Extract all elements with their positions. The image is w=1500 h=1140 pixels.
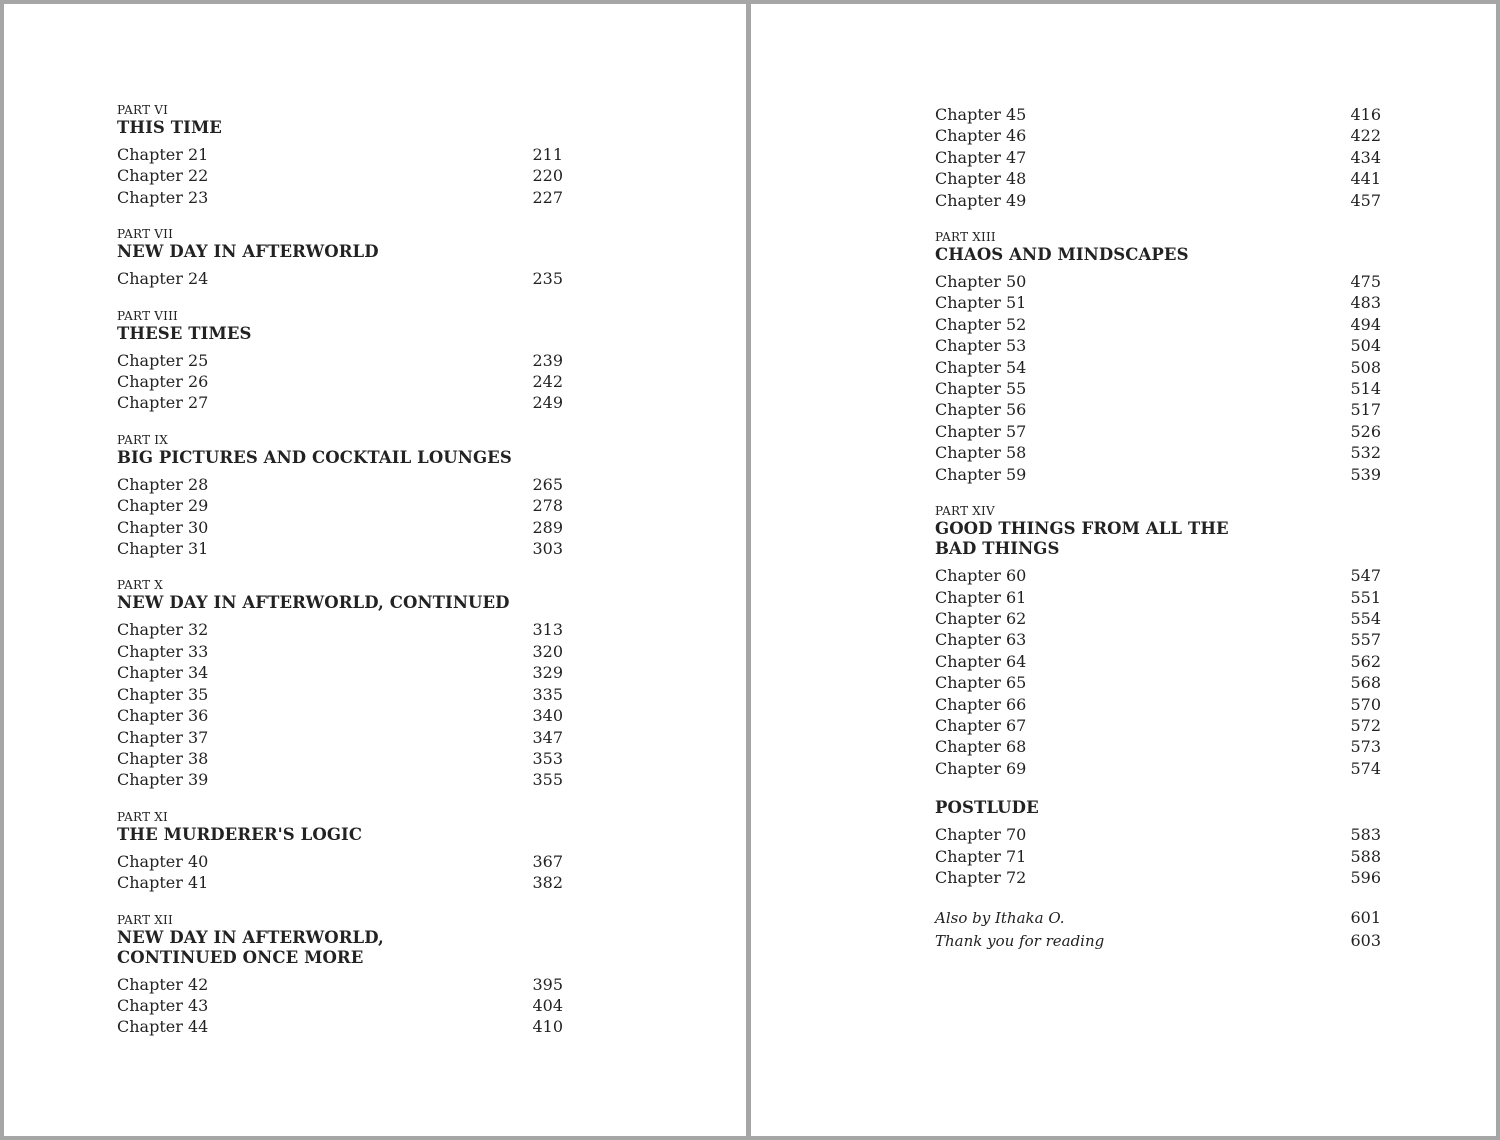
page-number: 320 [532,641,563,661]
chapter-title[interactable]: Chapter 22 [117,166,209,186]
page-number: 353 [532,748,563,768]
toc-part [117,433,563,560]
chapter-title[interactable]: Chapter 69 [935,758,1027,778]
chapter-title[interactable]: Chapter 47 [935,147,1027,167]
page-number: 335 [532,684,563,704]
chapter-title[interactable]: Chapter 42 [117,974,209,994]
part-title: GOOD THINGS FROM ALL THE BAD THINGS [935,519,1229,559]
chapter-title[interactable]: Chapter 28 [117,474,209,494]
chapter-title[interactable]: Chapter 59 [935,464,1027,484]
toc-entry[interactable] [117,350,563,371]
chapter-title[interactable]: Chapter 49 [935,190,1027,210]
chapter-title[interactable]: Chapter 37 [117,727,209,747]
toc-entry[interactable] [117,727,563,748]
chapter-title[interactable]: Chapter 36 [117,706,209,726]
page-number: 235 [532,269,563,289]
toc-entry[interactable] [935,314,1381,335]
chapter-title[interactable]: Chapter 33 [117,641,209,661]
page-number: 557 [1350,630,1381,650]
toc-entry[interactable] [935,190,1381,211]
chapter-title[interactable]: Chapter 56 [935,400,1027,420]
page-number: 441 [1350,169,1381,189]
chapter-title[interactable]: Chapter 53 [935,336,1027,356]
page-number: 220 [532,166,563,186]
toc-entry[interactable] [117,748,563,769]
toc-entry[interactable] [117,392,563,413]
page-number: 504 [1350,336,1381,356]
toc-entry[interactable] [935,378,1381,399]
toc-entry[interactable] [935,672,1381,693]
chapter-title[interactable]: Chapter 27 [117,393,209,413]
toc-entry[interactable] [935,824,1381,845]
toc-entry[interactable] [117,187,563,208]
toc-entry[interactable] [935,907,1381,929]
back-matter [935,907,1381,952]
toc-part [117,578,563,790]
toc-entry[interactable] [117,1016,563,1037]
toc-entry[interactable] [935,464,1381,485]
page-number: 395 [532,974,563,994]
toc-part [117,309,563,414]
toc-entry[interactable] [117,995,563,1016]
page-number: 573 [1350,737,1381,757]
toc-entry[interactable] [935,168,1381,189]
chapter-title[interactable]: Chapter 62 [935,608,1027,628]
part-label: PART VII [117,227,174,242]
page-number: 434 [1350,147,1381,167]
chapter-title[interactable]: Chapter 32 [117,620,209,640]
page-number: 265 [532,474,563,494]
chapter-title[interactable]: Chapter 45 [935,105,1027,124]
chapter-title[interactable]: Chapter 60 [935,566,1027,586]
toc-part [117,810,563,894]
toc-entry[interactable] [935,587,1381,608]
part-title: NEW DAY IN AFTERWORLD [117,242,379,262]
page-number: 517 [1350,400,1381,420]
toc-entry[interactable] [117,851,563,872]
page-number: 227 [532,187,563,207]
part-title: NEW DAY IN AFTERWORLD, CONTINUED ONCE MORE [117,927,384,967]
chapter-title[interactable]: Chapter 44 [117,1017,209,1037]
page-number: 347 [532,727,563,747]
toc-entry[interactable] [935,104,1381,125]
page-number: 457 [1350,190,1381,210]
part-label: PART XII [117,912,173,927]
part-title: NEW DAY IN AFTERWORLD, CONTINUED [117,593,510,613]
chapter-title[interactable]: Chapter 41 [117,873,209,893]
chapter-title[interactable]: Chapter 66 [935,694,1027,714]
toc-entry[interactable] [935,442,1381,463]
toc-entry[interactable] [935,125,1381,146]
page-number: 483 [1350,293,1381,313]
toc-entry[interactable] [117,641,563,662]
page-number: 601 [1350,908,1381,928]
toc-entry[interactable] [117,495,563,516]
part-title: THE MURDERER'S LOGIC [117,824,363,844]
toc-part [935,504,1381,779]
table-of-contents-left [117,103,563,1038]
page-number: 367 [532,851,563,871]
toc-entry[interactable] [117,705,563,726]
toc-entry[interactable] [935,335,1381,356]
toc-entry[interactable] [935,930,1381,952]
chapter-title[interactable]: Chapter 40 [117,851,209,871]
toc-entry[interactable] [117,662,563,683]
table-of-contents-right [935,104,1381,952]
toc-entry[interactable] [117,872,563,893]
toc-entry[interactable] [935,421,1381,442]
part-label: PART VI [117,103,169,117]
page-number: 603 [1350,930,1381,950]
part-title: BIG PICTURES AND COCKTAIL LOUNGES [117,447,512,467]
chapter-title[interactable]: Chapter 65 [935,673,1027,693]
page-number: 340 [532,706,563,726]
toc-entry[interactable] [117,974,563,995]
part-label: PART XIII [935,230,996,245]
part-label: PART VIII [117,308,178,323]
page-number: 583 [1350,825,1381,845]
toc-part [117,913,563,1038]
chapter-title[interactable]: Chapter 46 [935,126,1027,146]
page-number: 329 [532,663,563,683]
chapter-title[interactable]: Chapter 35 [117,684,209,704]
toc-entry[interactable] [935,715,1381,736]
toc-entry[interactable] [117,517,563,538]
toc-entry[interactable] [935,651,1381,672]
page-number: 422 [1350,126,1381,146]
chapter-title[interactable]: Chapter 51 [935,293,1027,313]
toc-entry[interactable] [935,736,1381,757]
page-number: 239 [532,350,563,370]
part-label: PART XIV [935,504,995,519]
chapter-title[interactable]: Chapter 58 [935,443,1027,463]
chapter-title[interactable]: Chapter 72 [935,867,1027,887]
chapter-title[interactable]: Chapter 68 [935,737,1027,757]
page-number: 572 [1350,715,1381,735]
toc-entry[interactable] [117,684,563,705]
toc-entry[interactable] [935,147,1381,168]
chapter-title[interactable]: Chapter 31 [117,539,209,559]
right-page [751,4,1496,1136]
chapter-title[interactable]: Chapter 39 [117,770,209,790]
page-number: 551 [1350,587,1381,607]
toc-entry[interactable] [117,474,563,495]
chapter-title[interactable]: Chapter 52 [935,314,1027,334]
chapter-title[interactable]: Chapter 50 [935,272,1027,292]
toc-entry[interactable] [935,694,1381,715]
toc-entry[interactable] [935,846,1381,867]
page-number: 526 [1350,421,1381,441]
chapter-title[interactable]: Chapter 43 [117,995,209,1015]
chapter-title[interactable]: Chapter 30 [117,517,209,537]
page-number: 416 [1350,105,1381,124]
page-number: 410 [532,1017,563,1037]
page-number: 562 [1350,651,1381,671]
page-number: 596 [1350,867,1381,887]
page-number: 568 [1350,673,1381,693]
page-number: 514 [1350,379,1381,399]
toc-entry[interactable] [117,144,563,165]
toc-entry[interactable] [935,867,1381,888]
toc-part [935,104,1381,211]
page-number: 289 [532,517,563,537]
toc-entry[interactable] [935,399,1381,420]
page-number: 539 [1350,464,1381,484]
toc-entry[interactable] [117,769,563,790]
toc-part [935,230,1381,485]
page-number: 570 [1350,694,1381,714]
part-title: POSTLUDE [935,798,1039,818]
part-title: THESE TIMES [117,323,252,343]
chapter-title[interactable]: Chapter 48 [935,169,1027,189]
left-page [4,4,746,1136]
page-number: 554 [1350,608,1381,628]
page-number: 355 [532,770,563,790]
back-matter-title[interactable]: Also by Ithaka O. [935,909,1065,928]
page-number: 532 [1350,443,1381,463]
page-number: 242 [532,372,563,392]
page-number: 494 [1350,314,1381,334]
chapter-title[interactable]: Chapter 24 [117,269,209,289]
page-number: 475 [1350,272,1381,292]
chapter-title[interactable]: Chapter 64 [935,651,1027,671]
part-label: PART XI [117,809,168,824]
toc-part [117,103,563,208]
page-number: 211 [532,145,563,164]
toc-entry[interactable] [935,292,1381,313]
toc-entry[interactable] [935,565,1381,586]
part-label: PART X [117,578,164,593]
page-number: 588 [1350,846,1381,866]
toc-entry[interactable] [117,538,563,559]
page-number: 313 [532,620,563,640]
toc-part [117,227,563,289]
chapter-title[interactable]: Chapter 34 [117,663,209,683]
toc-entry[interactable] [117,371,563,392]
chapter-title[interactable]: Chapter 61 [935,587,1027,607]
toc-entry[interactable] [117,619,563,640]
chapter-title[interactable]: Chapter 54 [935,357,1027,377]
part-title: CHAOS AND MINDSCAPES [935,245,1189,265]
chapter-title[interactable]: Chapter 23 [117,187,209,207]
part-title: THIS TIME [117,118,222,137]
page-number: 278 [532,496,563,516]
chapter-title[interactable]: Chapter 21 [117,145,209,164]
chapter-title[interactable]: Chapter 26 [117,372,209,392]
part-label: PART IX [117,432,168,447]
page-number: 249 [532,393,563,413]
chapter-title[interactable]: Chapter 57 [935,421,1027,441]
chapter-title[interactable]: Chapter 38 [117,748,209,768]
toc-entry[interactable] [935,271,1381,292]
toc-entry[interactable] [117,165,563,186]
page-number: 303 [532,539,563,559]
chapter-title[interactable]: Chapter 67 [935,715,1027,735]
page-number: 547 [1350,566,1381,586]
back-matter-title[interactable]: Thank you for reading [935,931,1105,950]
page-number: 574 [1350,758,1381,778]
page-number: 508 [1350,357,1381,377]
chapter-title[interactable]: Chapter 70 [935,825,1027,845]
chapter-title[interactable]: Chapter 25 [117,350,209,370]
chapter-title[interactable]: Chapter 63 [935,630,1027,650]
page-number: 404 [532,995,563,1015]
chapter-title[interactable]: Chapter 29 [117,496,209,516]
chapter-title[interactable]: Chapter 55 [935,379,1027,399]
toc-entry[interactable] [935,357,1381,378]
toc-entry[interactable] [935,629,1381,650]
toc-entry[interactable] [117,268,563,289]
page-number: 382 [532,873,563,893]
chapter-title[interactable]: Chapter 71 [935,846,1027,866]
toc-part [935,798,1381,888]
toc-entry[interactable] [935,608,1381,629]
toc-entry[interactable] [935,758,1381,779]
